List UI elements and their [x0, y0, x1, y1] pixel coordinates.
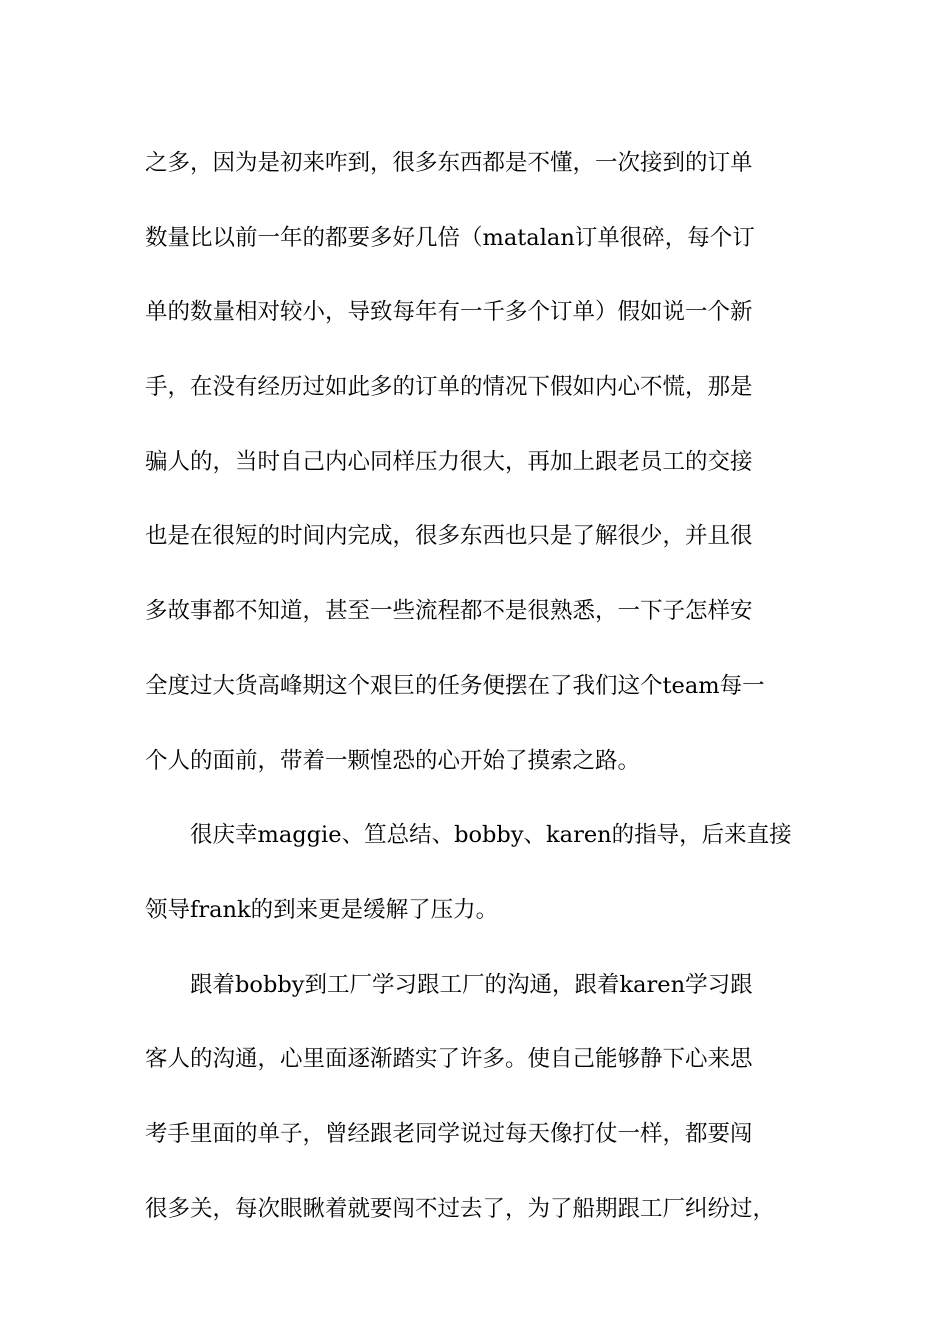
text-line: 客人的沟通，心里面逐渐踏实了许多。使自己能够静下心来思 — [145, 1046, 753, 1073]
text-line: 多故事都不知道，甚至一些流程都不是很熟悉，一下子怎样安 — [145, 598, 753, 625]
text-line: 很多关，每次眼瞅着就要闯不过去了，为了船期跟工厂纠纷过， — [145, 1195, 776, 1222]
text-line: 数量比以前一年的都要多好几倍（matalan订单很碎，每个订 — [145, 224, 755, 251]
text-line: 跟着bobby到工厂学习跟工厂的沟通，跟着karen学习跟 — [145, 971, 753, 998]
text-line: 手，在没有经历过如此多的订单的情况下假如内心不慌，那是 — [145, 374, 753, 401]
text-line: 领导frank的到来更是缓解了压力。 — [145, 896, 499, 923]
text-line: 个人的面前，带着一颗惶恐的心开始了摸索之路。 — [145, 747, 641, 774]
text-line: 很庆幸maggie、笪总结、bobby、karen的指导，后来直接 — [145, 822, 792, 849]
text-line: 考手里面的单子，曾经跟老同学说过每天像打仗一样，都要闯 — [145, 1120, 753, 1147]
text-line: 全度过大货高峰期这个艰巨的任务便摆在了我们这个team每一 — [145, 672, 765, 699]
text-line: 骗人的，当时自己内心同样压力很大，再加上跟老员工的交接 — [145, 448, 753, 475]
text-line: 之多，因为是初来咋到，很多东西都是不懂，一次接到的订单 — [145, 150, 753, 176]
text-line: 也是在很短的时间内完成，很多东西也只是了解很少，并且很 — [145, 523, 753, 550]
body-text — [145, 126, 810, 1246]
text-line: 单的数量相对较小，导致每年有一千多个订单）假如说一个新 — [145, 299, 753, 326]
